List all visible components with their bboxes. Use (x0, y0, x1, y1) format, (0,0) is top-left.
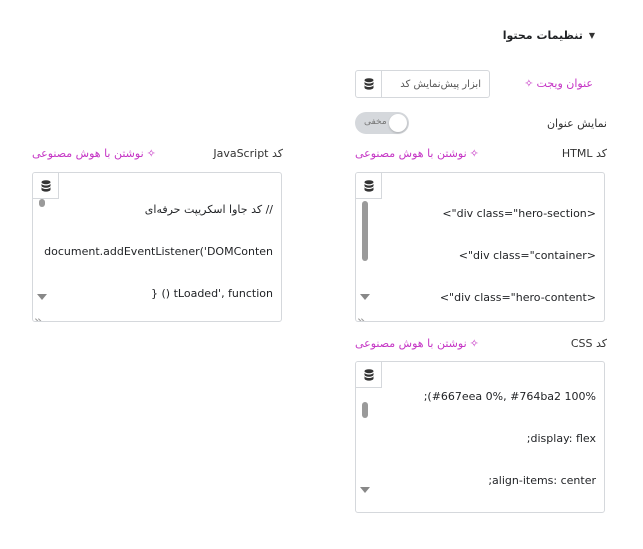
css-code-text[interactable] (380, 362, 596, 513)
show-title-label: نمایش عنوان (546, 117, 607, 130)
dynamic-tags-button[interactable] (356, 71, 382, 97)
widget-title-row-label (524, 77, 593, 90)
widget-title-label: عنوان ویجت (536, 77, 593, 90)
database-icon (41, 180, 51, 192)
database-icon (364, 369, 374, 381)
html-ai-label: نوشتن با هوش مصنوعی (355, 147, 467, 160)
scroll-down-arrow-icon[interactable] (37, 294, 47, 300)
code-line: tLoaded', function () { (151, 287, 273, 300)
scroll-down-arrow-icon[interactable] (360, 487, 370, 493)
code-line: <div class="hero-content"> (439, 291, 596, 304)
resize-handle[interactable] (358, 311, 366, 319)
scroll-down-arrow-icon[interactable] (360, 294, 370, 300)
code-line: #667eea 0%, #764ba2 100%); (423, 390, 596, 403)
css-scrollbar-thumb[interactable] (362, 402, 368, 418)
html-code-editor[interactable] (355, 172, 605, 322)
sparkle-icon: ✧ (146, 147, 156, 160)
sparkle-icon: ✧ (469, 147, 479, 160)
section-title: تنظیمات محتوا (502, 29, 583, 42)
sparkle-icon: ✧ (469, 337, 479, 350)
css-ai-label: نوشتن با هوش مصنوعی (355, 337, 467, 350)
css-code-editor[interactable] (355, 361, 605, 513)
widget-title-input[interactable] (355, 70, 490, 98)
show-title-toggle[interactable] (355, 112, 409, 134)
code-line: align-items: center; (488, 474, 596, 487)
caret-down-icon: ▼ (588, 31, 595, 40)
html-scrollbar-thumb[interactable] (362, 201, 368, 261)
js-code-label: کد JavaScript (213, 147, 283, 160)
section-header[interactable] (503, 29, 595, 42)
html-code-label: کد HTML (561, 147, 607, 160)
css-ai-write-link[interactable] (355, 337, 479, 350)
js-ai-write-link[interactable] (32, 147, 156, 160)
code-line: document.addEventListener('DOMConten (44, 245, 273, 258)
html-ai-write-link[interactable] (355, 147, 479, 160)
html-code-text[interactable] (380, 179, 596, 322)
code-line: <div class="hero-section"> (442, 207, 596, 220)
js-code-editor[interactable] (32, 172, 282, 322)
code-line: display: flex; (526, 432, 596, 445)
dynamic-tags-button[interactable] (356, 173, 382, 199)
toggle-knob (389, 114, 407, 132)
database-icon (364, 180, 374, 192)
js-scrollbar-thumb[interactable] (39, 199, 45, 207)
database-icon (364, 78, 374, 90)
css-code-label: کد CSS (570, 337, 607, 350)
js-ai-label: نوشتن با هوش مصنوعی (32, 147, 144, 160)
resize-handle[interactable] (35, 311, 43, 319)
widget-title-value: ابزار پیش‌نمایش کد (400, 78, 481, 90)
code-line: <div class="container"> (458, 249, 596, 262)
sparkle-icon: ✧ (524, 77, 534, 90)
code-line: // کد جاوا اسکریپت حرفه‌ای (144, 203, 273, 216)
dynamic-tags-button[interactable] (356, 362, 382, 388)
js-code-text[interactable] (44, 175, 273, 322)
toggle-state-text: مخفی (364, 117, 387, 127)
dynamic-tags-button[interactable] (33, 173, 59, 199)
